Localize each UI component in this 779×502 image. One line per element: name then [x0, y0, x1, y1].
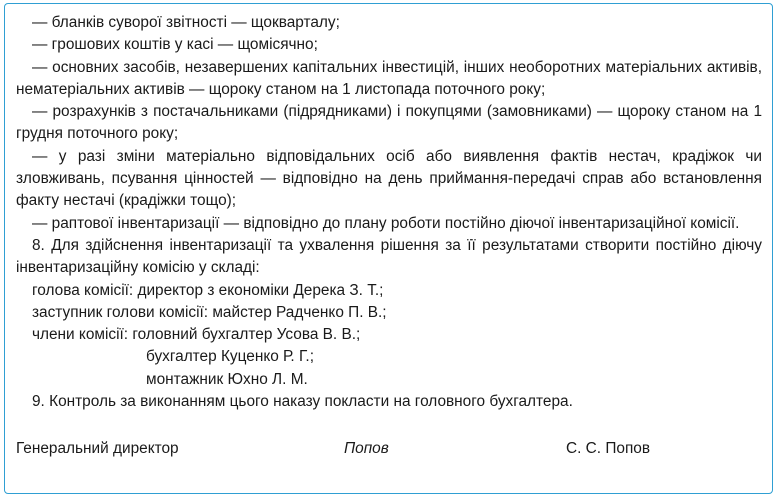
- commission-deputy: заступник голови комісії: майстер Радченко П. В.;: [32, 303, 387, 321]
- signature-title: Генеральний директор: [16, 440, 179, 457]
- list-item: — у разі зміни матеріально відповідальних осіб або виявлення фактів нестач, крадіжок чи зловживань, псування цінностей — відповідно на день приймання-передачі справ або встановлення факту нестачі (крадіжки тощо);: [16, 147, 762, 210]
- list-item: — основних засобів, незавершених капітальних інвестицій, інших необоротних матеріальних активів, нематеріальних активів — щороку станом на 1 листопада поточного року;: [16, 58, 762, 98]
- commission-members: члени комісії: головний бухгалтер Усова В. В.;: [32, 326, 361, 344]
- clause-9: 9. Контроль за виконанням цього наказу покласти на головного бухгалтера.: [32, 393, 573, 411]
- list-item: — розрахунків з постачальниками (підрядниками) і покупцями (замовниками) — щороку станом на 1 грудня поточного року;: [16, 103, 762, 143]
- commission-member: бухгалтер Куценко Р. Г.;: [146, 348, 314, 366]
- list-item: — раптової інвентаризації — відповідно до плану роботи постійно діючої інвентаризаційної комісії.: [32, 214, 740, 232]
- commission-chair: голова комісії: директор з економіки Дерека З. Т.;: [32, 281, 384, 299]
- list-item: — бланків суворої звітності — щокварталу;: [32, 14, 340, 31]
- signature-name: С. С. Попов: [566, 440, 651, 457]
- commission-member: монтажник Юхно Л. М.: [146, 370, 308, 388]
- list-item: — грошових коштів у касі — щомісячно;: [32, 36, 318, 54]
- clause-8: 8. Для здійснення інвентаризації та ухвалення рішення за її результатами створити постійно діючу інвентаризаційну комісію у складі:: [16, 236, 762, 277]
- signature-handwritten: Попов: [344, 440, 389, 457]
- document-body: [16, 12, 762, 413]
